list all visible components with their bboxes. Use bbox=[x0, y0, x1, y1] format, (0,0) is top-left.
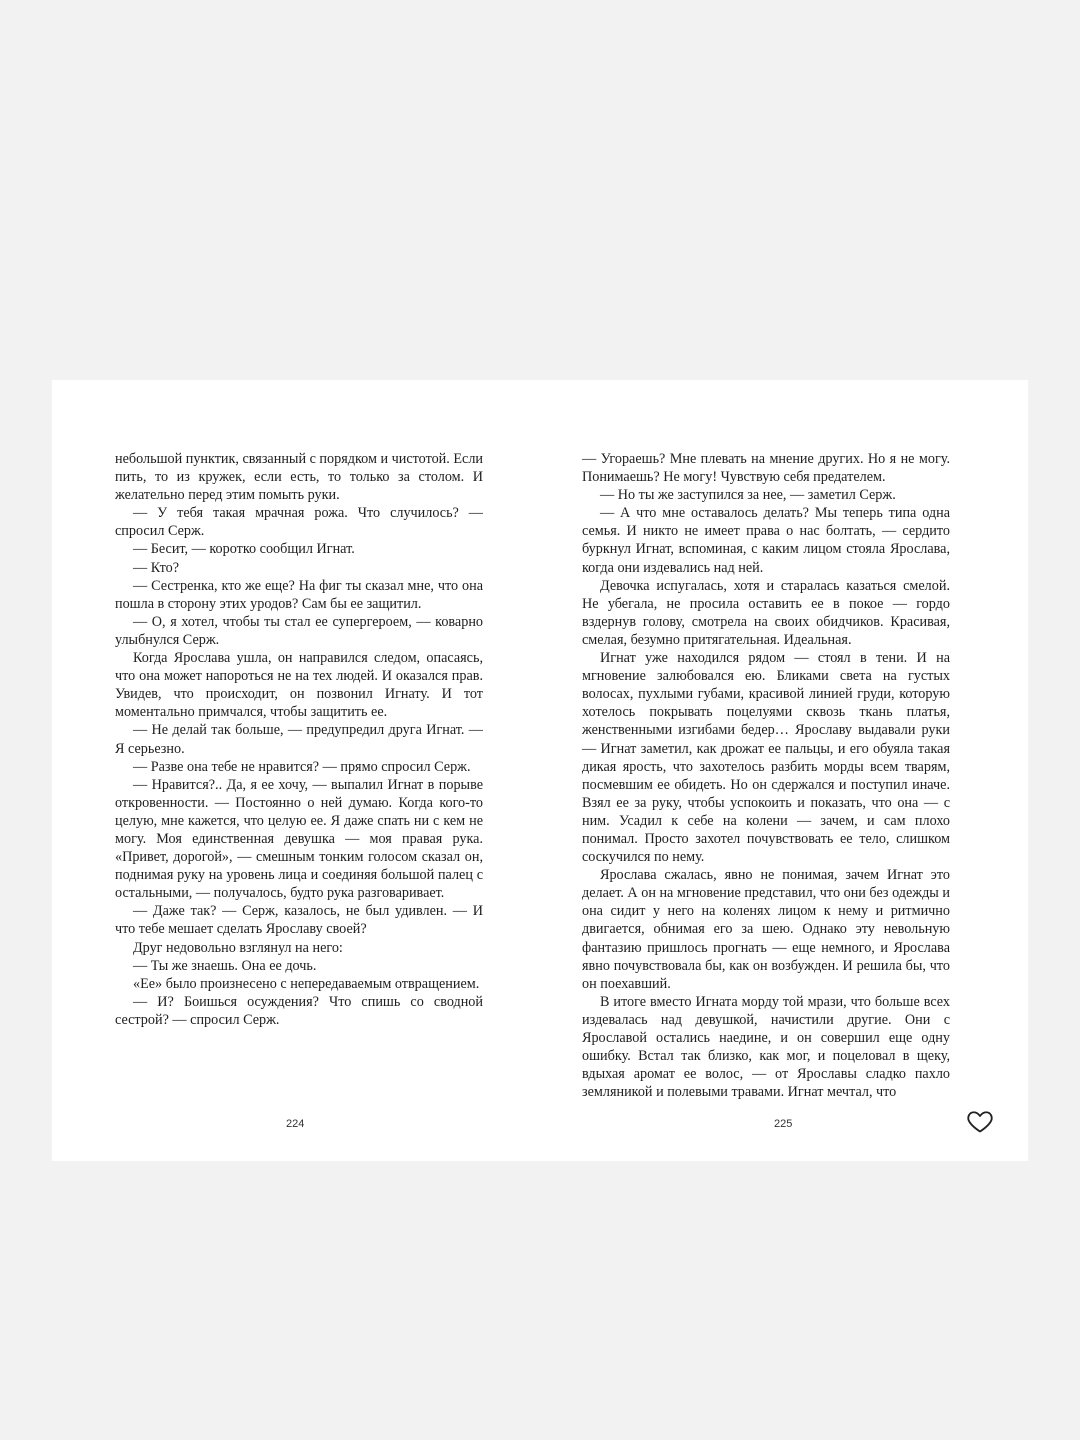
paragraph: — А что мне оставалось делать? Мы теперь типа одна семья. И никто не имеет права о нас болтать, — сердито буркнул Игнат, вспоминая, с каким лицом стояла Ярослава, когда они издевались над ней. bbox=[582, 505, 950, 576]
paragraph: — Угораешь? Мне плевать на мнение других. Но я не могу. Понимаешь? Не могу! Чувствую себя предателем. bbox=[582, 451, 950, 486]
paragraph: Девочка испугалась, хотя и старалась казаться смелой. Не убегала, не просила оставить ее в покое — гордо вздернув голову, смотрела на своих обидчиков. Красивая, смелая, безумно притягательная. Идеальная. bbox=[582, 577, 950, 648]
paragraph: — Сестренка, кто же еще? На фиг ты сказал мне, что она пошла в сторону этих уродов? Сам бы ее защитил. bbox=[115, 577, 483, 612]
left-page-text bbox=[115, 450, 483, 1029]
heart-icon[interactable] bbox=[966, 1107, 994, 1135]
page-number-right: 225 bbox=[774, 1118, 793, 1130]
paragraph: Друг недовольно взглянул на него: bbox=[133, 939, 343, 956]
paragraph: — Но ты же заступился за нее, — заметил Серж. bbox=[600, 487, 896, 504]
paragraph: Ярослава сжалась, явно не понимая, зачем Игнат это делает. А он на мгновение представил, что они без одежды и она сидит у него на коленях лицом к нему и ритмично двигается, обнимая его за шею. Однако эту невольную фантазию пришлось прогнать — еще немного, и Ярослава явно почувствовала бы, как он возбужден. И решила бы, что он поехавший. bbox=[582, 867, 950, 992]
paragraph: — Нравится?.. Да, я ее хочу, — выпалил Игнат в порыве откровенности. — Постоянно о ней думаю. Когда кого-то целую, мне кажется, что целую ее. Я даже спать ни с кем не могу. Моя единственная девушка — моя правая рука. «Привет, дорогой», — смешным тонким голосом сказал он, поднимая руку на уровень лица и соединяя большой палец с остальными, — получалось, будто рука разговаривает. bbox=[115, 776, 483, 902]
paragraph: В итоге вместо Игната морду той мрази, что больше всех издевалась над девушкой, начистили другие. Они с Ярославой остались наедине, и он совершил еще одну ошибку. Встал так близко, как мог, и поцеловал в щеку, вдыхая аромат ее волос, — от Ярославы сладко пахло земляникой и полевыми травами. Игнат мечтал, что bbox=[582, 993, 950, 1101]
paragraph: — И? Боишься осуждения? Что спишь со сводной сестрой? — спросил Серж. bbox=[115, 993, 483, 1028]
paragraph: — Бесит, — коротко сообщил Игнат. bbox=[133, 541, 355, 558]
paragraph: — Не делай так больше, — предупредил друга Игнат. — Я серьезно. bbox=[115, 722, 483, 757]
page-number-left: 224 bbox=[286, 1118, 305, 1130]
paragraph: — Кто? bbox=[133, 559, 180, 576]
right-page-text bbox=[582, 450, 950, 1101]
paragraph: Когда Ярослава ушла, он направился следом, опасаясь, что она может напороться не на тех людей. И оказался прав. Увидев, что происходит, он позвонил Игнату. И тот моментально примчался, чтобы защитить ее. bbox=[115, 650, 483, 721]
paragraph: Игнат уже находился рядом — стоял в тени. И на мгновение залюбовался ею. Бликами света на густых волосах, пухлыми губами, красивой линией груди, которую хотелось покрывать поцелуями сквозь ткань платья, женственными изгибами бедер… Ярославу выдавали руки — Игнат заметил, как дрожат ее пальцы, и его обуяла такая дикая ярость, что захотелось разбить морды всем тварям, посмевшим ее обидеть. Но он сдержался и поступил иначе. Взял ее за руку, чтобы успокоить и показать, что она — с ним. Усадил к себе на колени — зачем, и сам плохо понимал. Просто захотел почувствовать ее тело, слишком соскучился по нему. bbox=[582, 650, 950, 866]
paragraph: «Ее» было произнесено с непередаваемым отвращением. bbox=[133, 975, 480, 992]
paragraph: — Разве она тебе не нравится? — прямо спросил Серж. bbox=[133, 758, 471, 775]
paragraph: — Даже так? — Серж, казалось, не был удивлен. — И что тебе мешает сделать Ярославу своей? bbox=[115, 903, 483, 938]
paragraph: — О, я хотел, чтобы ты стал ее супергероем, — коварно улыбнулся Серж. bbox=[115, 613, 483, 648]
paragraph: — Ты же знаешь. Она ее дочь. bbox=[133, 957, 317, 974]
book-spread bbox=[52, 380, 1028, 1161]
paragraph: небольшой пунктик, связанный с порядком и чистотой. Если пить, то из кружек, если есть, то только за столом. И желательно перед этим помыть руки. bbox=[115, 451, 483, 504]
paragraph: — У тебя такая мрачная рожа. Что случилось? — спросил Серж. bbox=[115, 505, 483, 540]
